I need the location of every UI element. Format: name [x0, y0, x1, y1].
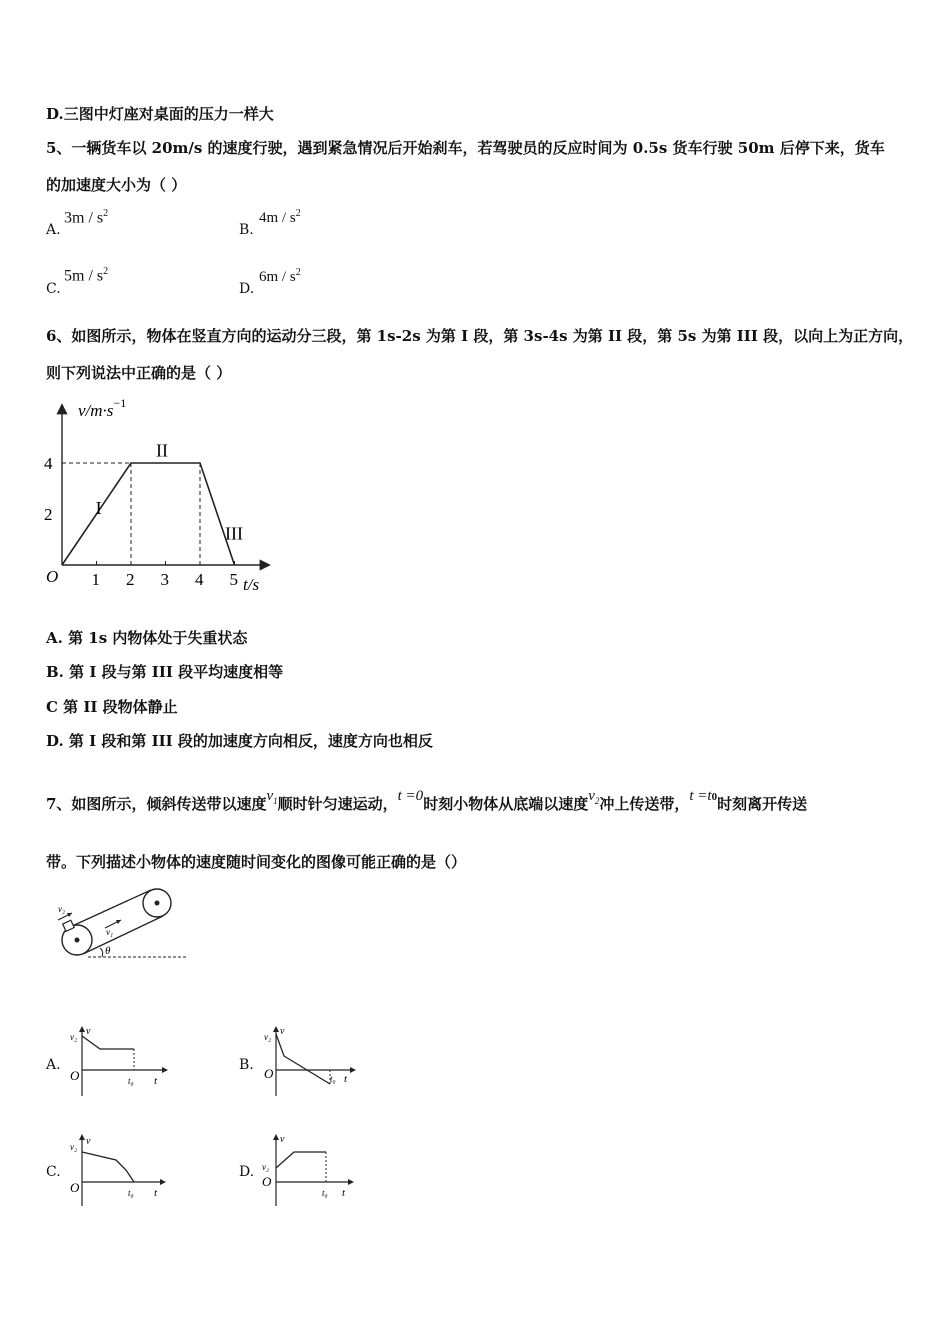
- svg-text:v: v: [280, 1026, 285, 1037]
- q5-option-c-label: C.: [46, 281, 61, 297]
- q7-graph-d[interactable]: [260, 1130, 370, 1210]
- svg-text:O: O: [70, 1180, 80, 1195]
- q5-option-a-value: $3m / s^2$: [64, 208, 109, 227]
- q6-segment-label: III: [225, 523, 244, 544]
- svg-text:v₂: v₂: [262, 1162, 270, 1172]
- q5-option-b-label: B.: [239, 222, 254, 238]
- q6-y-axis-label: $v/m\cdot s^{-1}$: [78, 396, 127, 420]
- svg-text:O: O: [262, 1174, 272, 1189]
- q5-option-d-label: D.: [239, 281, 255, 297]
- q6-y-tick-label: 4: [44, 454, 53, 473]
- q7-block: [63, 920, 75, 931]
- q7-belt-bottom: [83, 916, 163, 954]
- q6-origin-label: O: [46, 567, 59, 586]
- q5-option-b-value: $4m / s^2$: [259, 208, 301, 226]
- q7-conveyor-figure: [50, 882, 200, 964]
- q6-x-tick-label: 5: [229, 570, 238, 589]
- q6-option-d[interactable]: D. 第 I 段和第 III 段的加速度方向相反，速度方向也相反: [46, 732, 433, 750]
- q6-segment-label: II: [156, 440, 169, 461]
- q4-option-d: D.三图中灯座对桌面的压力一样大: [46, 105, 274, 123]
- q6-x-tick-label: 3: [160, 570, 169, 589]
- q7-option-b-label[interactable]: B.: [239, 1057, 254, 1073]
- q7-option-a-label[interactable]: A.: [46, 1057, 61, 1073]
- q6-stem-line1: 6、如图所示，物体在竖直方向的运动分三段，第 1s-2s 为第 I 段，第 3s-4s 为第 II 段，第 5s 为第 III 段，以向上为正方向，: [46, 327, 914, 345]
- q7-option-c-label[interactable]: C.: [46, 1164, 61, 1180]
- q6-option-a[interactable]: A. 第 1s 内物体处于失重状态: [46, 629, 248, 647]
- q6-option-c[interactable]: C 第 II 段物体静止: [46, 698, 178, 716]
- svg-text:t: t: [154, 1187, 158, 1199]
- svg-text:t₀: t₀: [322, 1188, 328, 1198]
- q6-x-axis-label: t/s: [243, 575, 260, 594]
- q6-option-b[interactable]: B. 第 I 段与第 III 段平均速度相等: [46, 663, 284, 681]
- q7-graph-b[interactable]: [260, 1022, 370, 1102]
- svg-text:O: O: [70, 1068, 80, 1083]
- svg-text:t: t: [344, 1073, 348, 1085]
- q6-x-tick-label: 2: [126, 570, 135, 589]
- q5-option-a-label: A.: [46, 222, 61, 238]
- svg-text:v: v: [86, 1026, 91, 1037]
- q5-stem-line1: 5、一辆货车以 20m/s 的速度行驶，遇到紧急情况后开始刹车，若驾驶员的反应时间为 0.5s 货车行驶 50m 后停下来，货车: [46, 139, 885, 157]
- q7-graph-c[interactable]: [66, 1130, 176, 1210]
- q7-belt-top: [70, 890, 151, 927]
- q6-stem-line2: 则下列说法中正确的是（ ）: [46, 364, 232, 382]
- svg-text:t: t: [342, 1187, 346, 1199]
- svg-text:v₂: v₂: [264, 1032, 272, 1042]
- q7-stem-line2: 带。下列描述小物体的速度随时间变化的图像可能正确的是（）: [46, 853, 467, 871]
- q5-option-d-value: $6m / s^2$: [259, 267, 301, 285]
- q7-option-d-label[interactable]: D.: [239, 1164, 255, 1180]
- q5-stem-line2: 的加速度大小为（ ）: [46, 176, 187, 194]
- q6-x-tick-label: 1: [91, 570, 100, 589]
- svg-text:v: v: [280, 1134, 285, 1145]
- svg-text:t₀: t₀: [330, 1074, 336, 1084]
- svg-text:v₂: v₂: [70, 1142, 78, 1152]
- svg-text:v: v: [86, 1136, 91, 1147]
- svg-text:v₂: v₂: [70, 1032, 78, 1042]
- q7-theta-label: θ: [105, 945, 111, 957]
- q7-graph-a[interactable]: [66, 1022, 176, 1102]
- q5-option-c-value: $5m / s^2$: [64, 266, 109, 285]
- q7-stem-line1: 7、如图所示，倾斜传送带以速度$v_1$顺时针匀速运动，t =0时刻小物体从底端以速度$v_2$冲上传送带，t =t0时刻离开传送: [46, 788, 808, 813]
- q6-vt-series-line: [62, 463, 235, 565]
- svg-text:t₀: t₀: [128, 1076, 134, 1086]
- q6-vt-chart: [38, 392, 278, 602]
- q7-v1-label: v₁: [106, 927, 114, 937]
- svg-text:t₀: t₀: [128, 1188, 134, 1198]
- q6-y-tick-label: 2: [44, 505, 53, 524]
- svg-text:O: O: [264, 1066, 274, 1081]
- q6-segment-label: I: [95, 498, 102, 518]
- svg-text:t: t: [154, 1075, 158, 1087]
- q7-v2-label: v₂: [58, 904, 66, 914]
- q6-x-tick-label: 4: [195, 570, 204, 589]
